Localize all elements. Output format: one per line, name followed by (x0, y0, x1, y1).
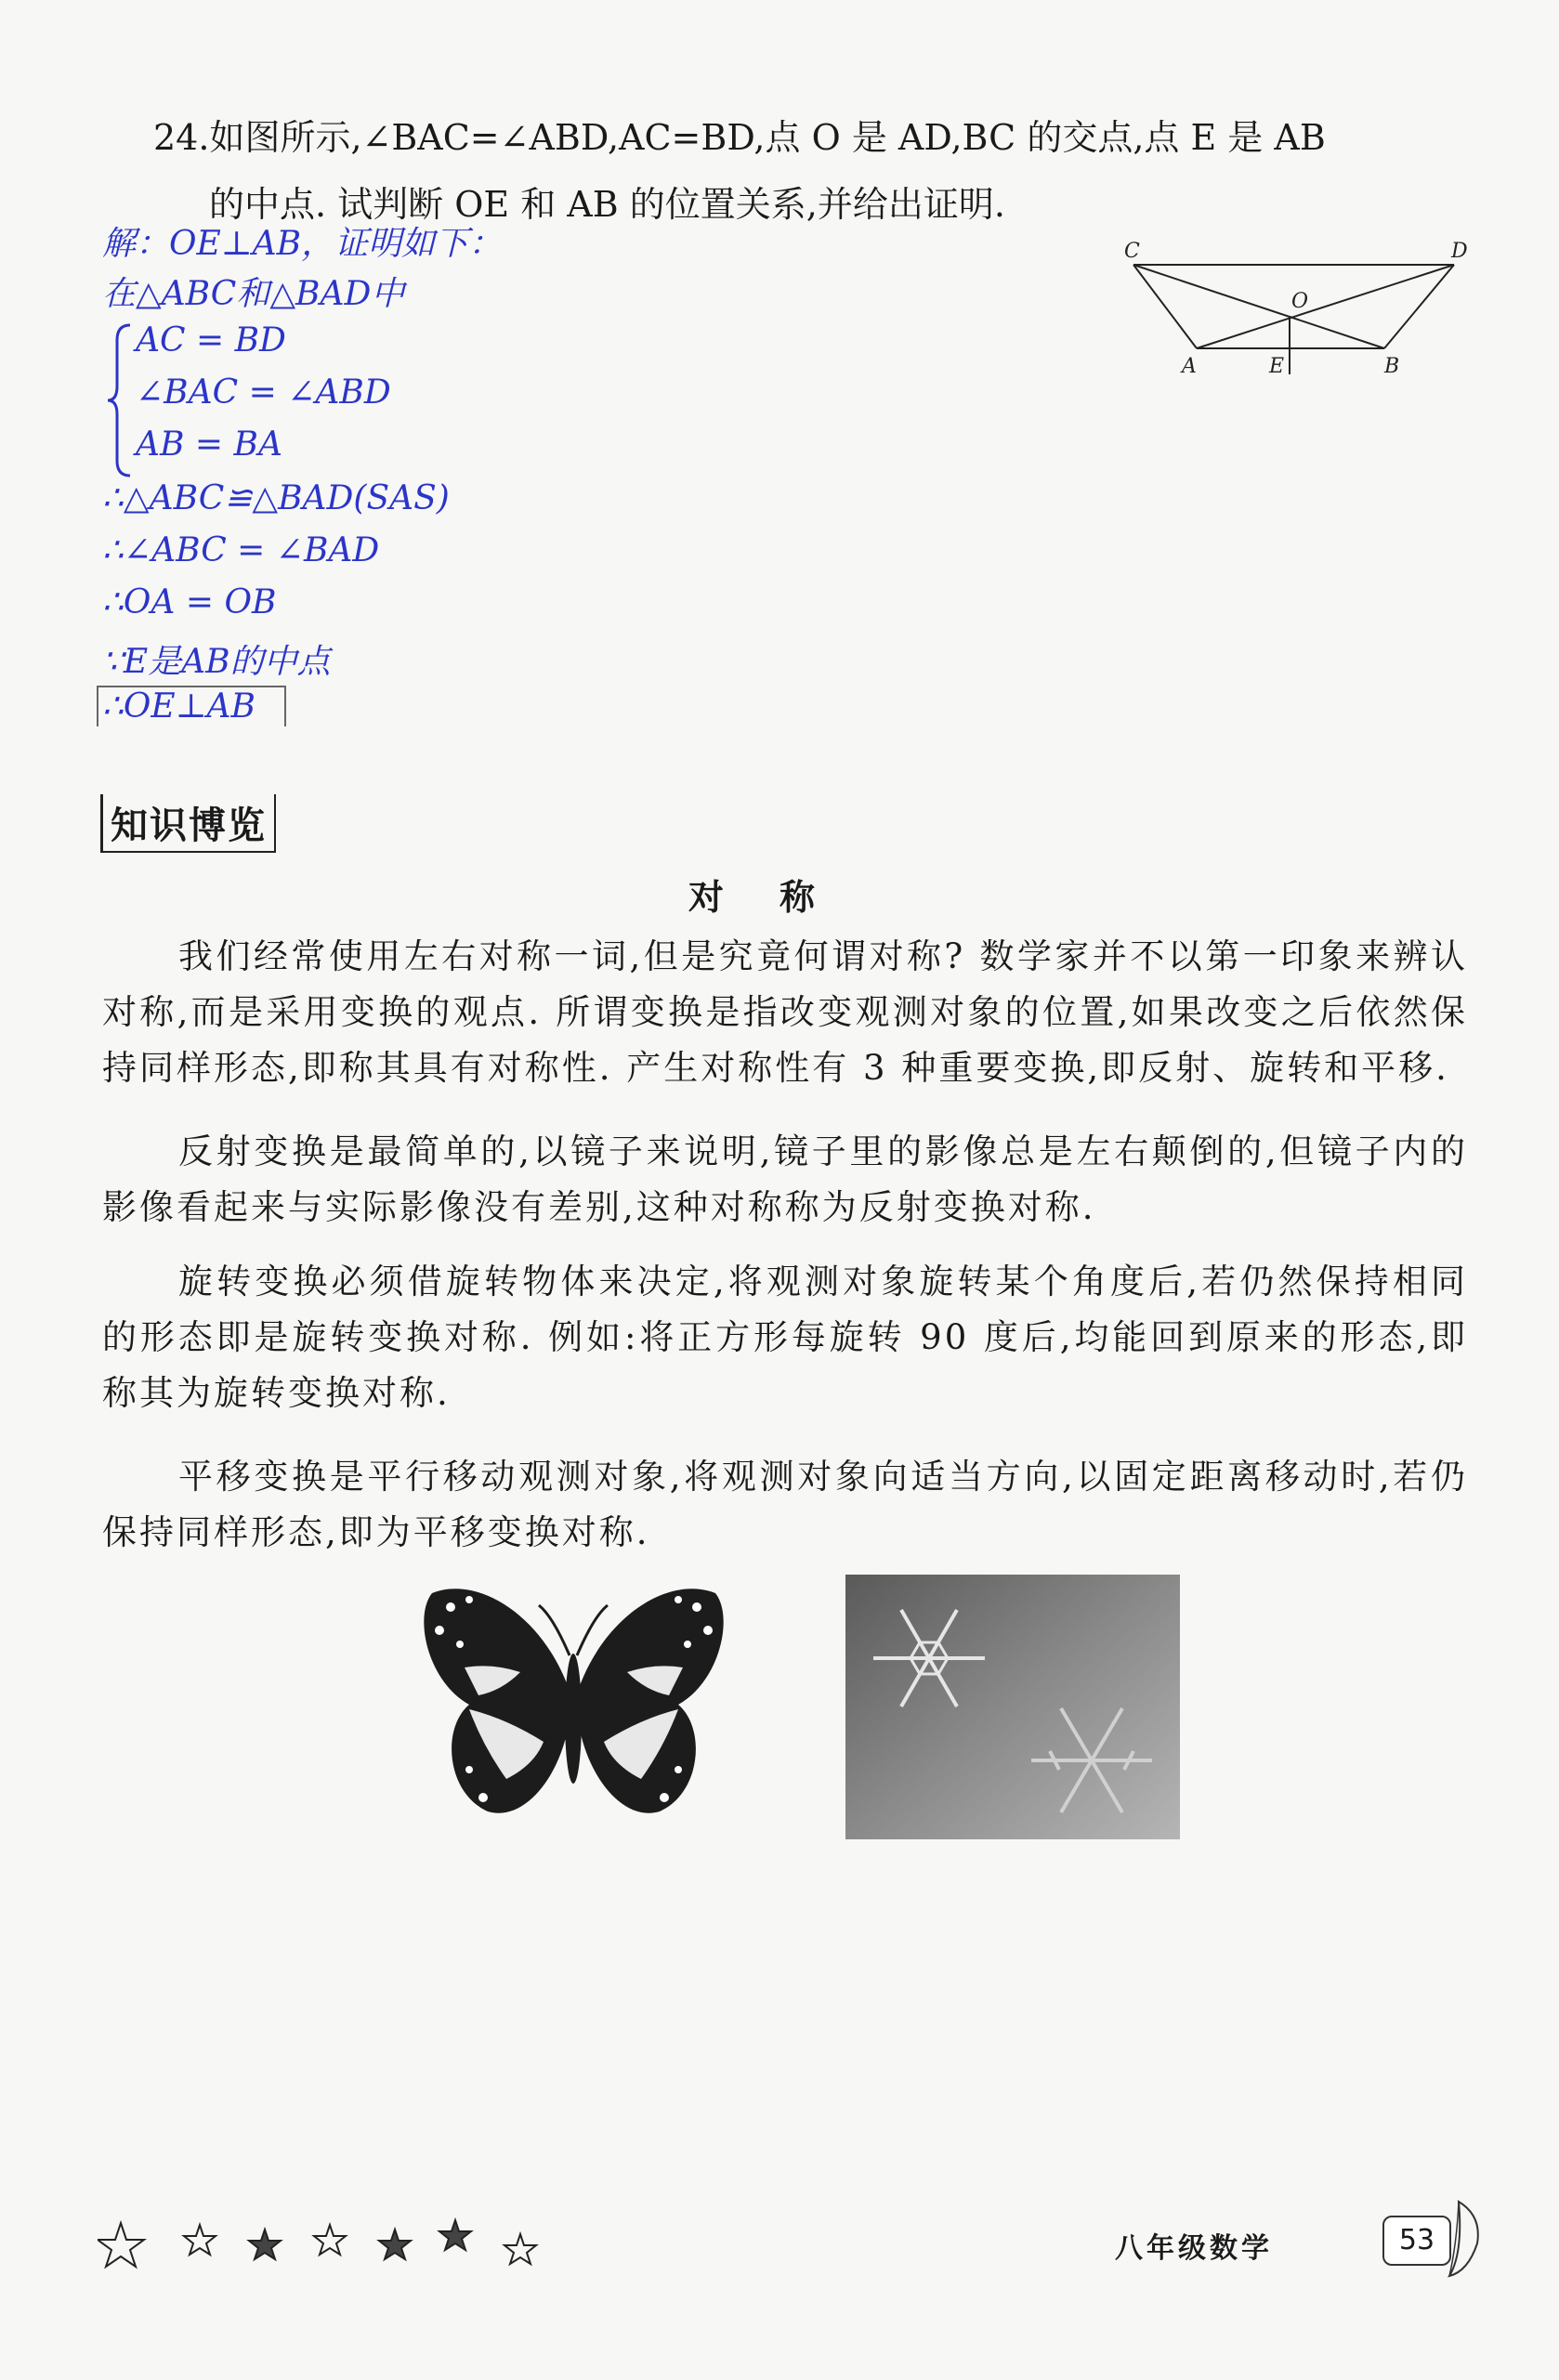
label-b: B (1384, 355, 1400, 378)
butterfly-image (413, 1579, 734, 1825)
answer-line-3: ∴△ABC≌△BAD(SAS) (102, 479, 450, 517)
label-c: C (1124, 240, 1140, 263)
answer-line-5: ∴OA = OB (102, 583, 277, 621)
geometry-diagram (1106, 237, 1477, 395)
segment-db (1384, 265, 1454, 348)
segment-da (1197, 265, 1454, 348)
brace-line-1: AC = BD (136, 321, 286, 360)
brace-line-3: AB = BA (136, 425, 282, 464)
label-a: A (1182, 355, 1197, 378)
answer-line-4: ∴∠ABC = ∠BAD (102, 531, 380, 569)
problem-text-line1: 如图所示,∠BAC=∠ABD,AC=BD,点 O 是 AD,BC 的交点,点 E 是 AB (209, 117, 1326, 158)
answer-line-6: ∵E是AB的中点 (102, 643, 331, 681)
label-d: D (1451, 240, 1468, 263)
leaf-icon (1431, 2197, 1487, 2281)
left-brace (106, 321, 134, 479)
label-e: E (1269, 355, 1285, 378)
paragraph-4: 平移变换是平行移动观测对象,将观测对象向适当方向,以固定距离移动时,若仍保持同样形态,即为平移变换对称. (102, 1457, 1468, 1552)
label-o: O (1291, 290, 1309, 313)
article-title: 对称 (688, 877, 871, 918)
answer-line-2: 在△ABC和△BAD中 (102, 275, 405, 313)
paragraph-3: 旋转变换必须借旋转物体来决定,将观测对象旋转某个角度后,若仍然保持相同的形态即是旋转变换对称. 例如:将正方形每旋转 90 度后,均能回到原来的形态,即称其为旋转变换对称. (102, 1262, 1468, 1413)
decorative-stars (98, 2216, 544, 2281)
section-header: 知识博览 (100, 794, 276, 853)
segment-cb (1133, 265, 1384, 348)
problem-text-line2: 的中点. 试判断 OE 和 AB 的位置关系,并给出证明. (209, 184, 1005, 225)
footer-grade-label: 八年级数学 (1115, 2232, 1273, 2265)
paragraph-1: 我们经常使用左右对称一词,但是究竟何谓对称? 数学家并不以第一印象来辨认对称,而是采用变换的观点. 所谓变换是指改变观测对象的位置,如果改变之后依然保持同样形态,即称其具有对称性. 产生对称性有 3 种重要变换,即反射、旋转和平移. (102, 936, 1468, 1088)
answer-line-7: ∴OE⊥AB (102, 687, 256, 726)
answer-line-1: 解：OE⊥AB，证明如下： (102, 225, 503, 263)
paragraph-2: 反射变换是最简单的,以镜子来说明,镜子里的影像总是左右颠倒的,但镜子内的影像看起来与实际影像没有差别,这种对称称为反射变换对称. (102, 1131, 1468, 1227)
snowflake-image (845, 1575, 1180, 1839)
page-number: 53 (1382, 2216, 1451, 2266)
segment-ca (1133, 265, 1197, 348)
problem-number: 24. (153, 117, 210, 158)
brace-line-2: ∠BAC = ∠ABD (136, 373, 391, 412)
